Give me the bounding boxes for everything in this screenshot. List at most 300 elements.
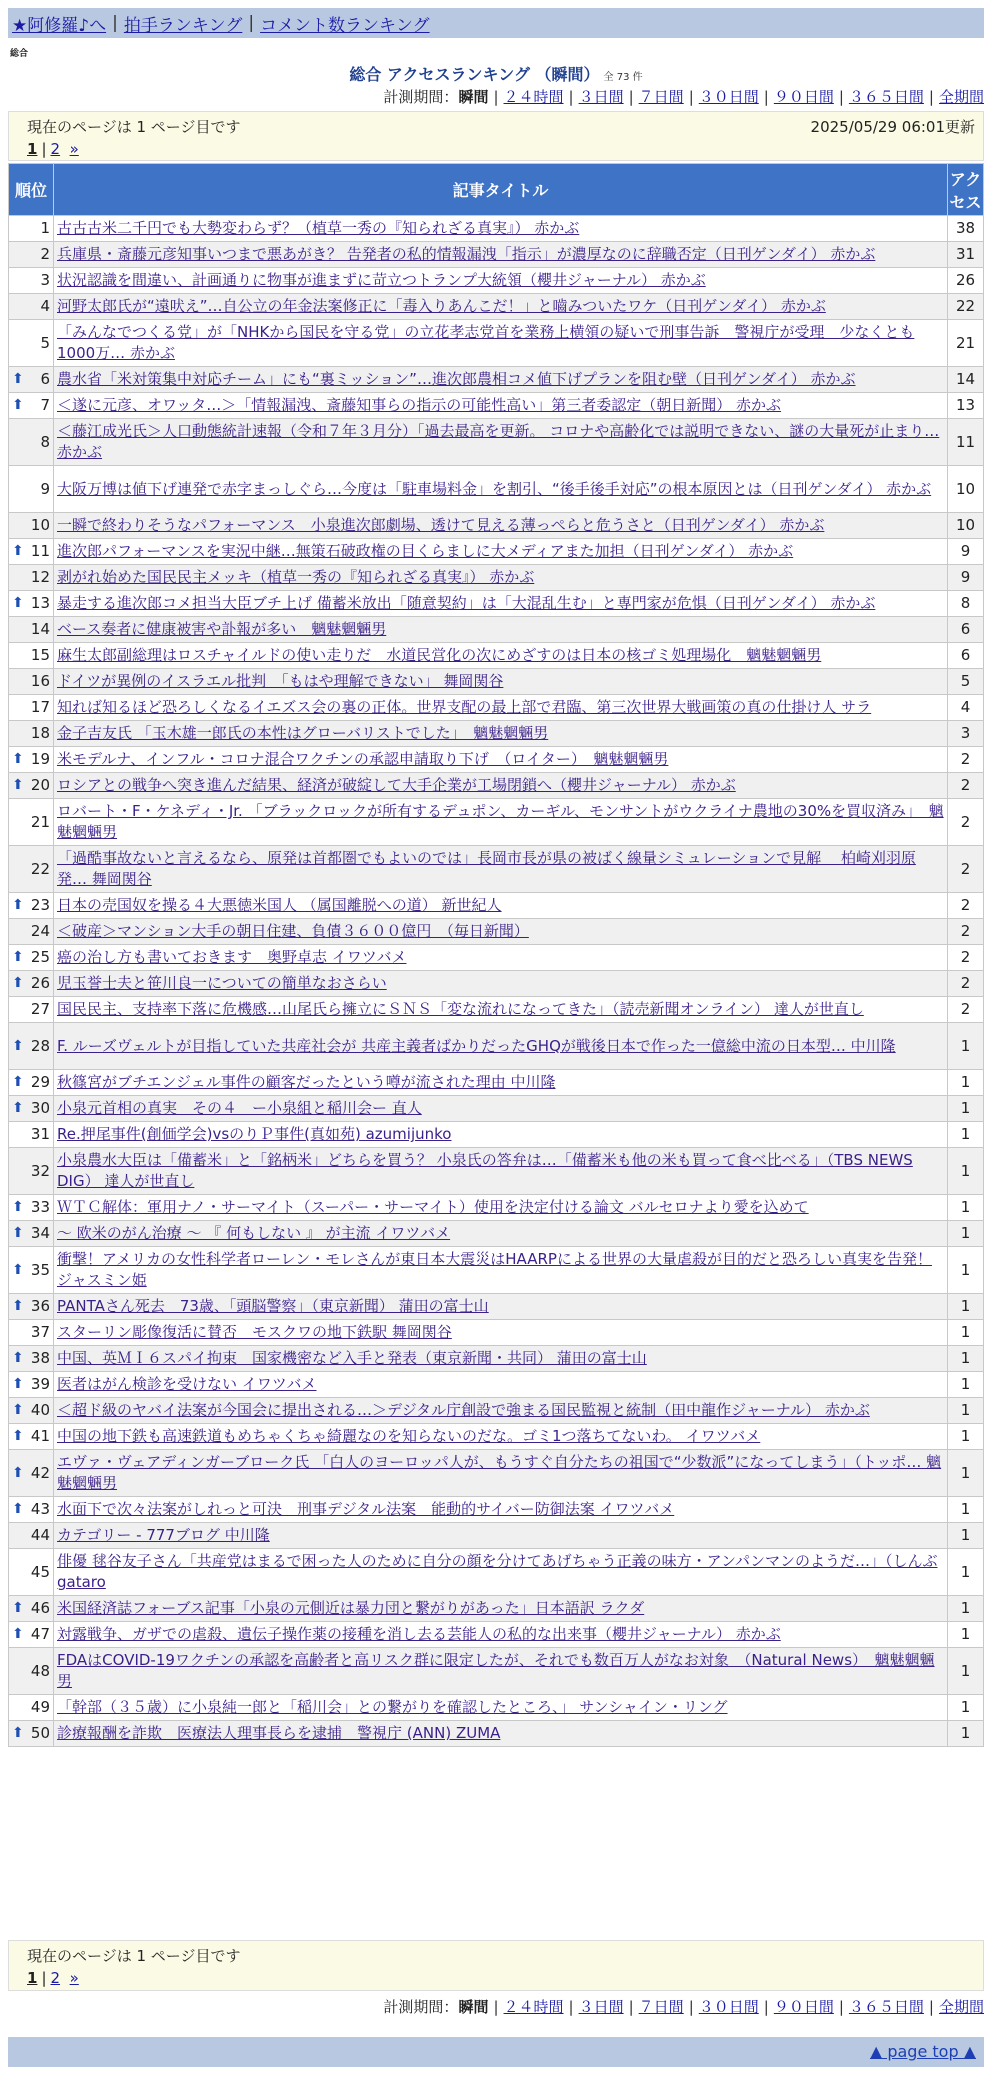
page-1-current: 1 bbox=[27, 140, 38, 158]
period-option-3[interactable]: ７日間 bbox=[638, 1998, 684, 2016]
page-title bbox=[0, 62, 992, 85]
comment-ranking-link[interactable]: コメント数ランキング bbox=[260, 15, 430, 36]
period-separator: | bbox=[568, 88, 574, 106]
table-row bbox=[9, 643, 983, 668]
period-option-6[interactable]: ３６５日間 bbox=[848, 1998, 924, 2016]
title-cell bbox=[54, 1023, 947, 1069]
rank-up-arrow-icon: ⬆ bbox=[12, 1428, 24, 1444]
access-count: 1 bbox=[948, 1221, 983, 1246]
access-count: 1 bbox=[948, 1695, 983, 1720]
article-link[interactable]: 衝撃！アメリカの女性科学者ローレン・モレさんが東日本大震災はHAARPによる世界の大量虐殺が目的だと恐ろしい真実を告発！ ジャスミン姫 bbox=[57, 1250, 932, 1289]
article-link[interactable]: 進次郎パフォーマンスを実況中継…無策石破政権の目くらましに大メディアまた加担（日刊ゲンダイ） 赤かぶ bbox=[57, 542, 794, 560]
rank-number: 50 bbox=[30, 1724, 50, 1742]
article-link[interactable]: 中国、英ＭＩ６スパイ拘束 国家機密など入手と発表（東京新聞・共同） 蒲田の富士山 bbox=[57, 1349, 647, 1367]
rank-cell bbox=[9, 1596, 53, 1621]
rank-number: 39 bbox=[30, 1375, 50, 1393]
rank-cell bbox=[9, 1294, 53, 1319]
access-count: 2 bbox=[948, 919, 983, 944]
rank-cell bbox=[9, 1424, 53, 1449]
table-row bbox=[9, 1148, 983, 1194]
rank-number: 15 bbox=[30, 646, 50, 664]
period-option-2[interactable]: ３日間 bbox=[578, 1998, 624, 2016]
category-label: 総合 bbox=[10, 49, 29, 59]
table-row bbox=[9, 1450, 983, 1496]
rank-number: 48 bbox=[30, 1661, 50, 1680]
access-count: 2 bbox=[948, 846, 983, 892]
rank-up-arrow-icon: ⬆ bbox=[12, 1074, 24, 1090]
access-count: 21 bbox=[948, 320, 983, 366]
access-count: 2 bbox=[948, 945, 983, 970]
access-count: 22 bbox=[948, 294, 983, 319]
article-link[interactable]: ＷＴＣ解体：軍用ナノ・サーマイト（スーパー・サーマイト）使用を決定付ける論文 バルセロナより愛を込めて bbox=[57, 1198, 809, 1216]
article-link[interactable]: エヴァ・ヴェアディンガーブローク氏 「白人のヨーロッパ人が、もうすぐ自分たちの祖国で“少数派”になってしまう」（トッポ… 魑魅魍魎男 bbox=[57, 1453, 942, 1492]
title-cell bbox=[54, 747, 947, 772]
period-option-1[interactable]: ２４時間 bbox=[503, 1998, 564, 2016]
period-option-6[interactable]: ３６５日間 bbox=[848, 88, 924, 106]
article-link[interactable]: 麻生太郎副総理はロスチャイルドの使い走りだ 水道民営化の次にめざすのは日本の核ゴミ処理場化 魑魅魍魎男 bbox=[57, 646, 822, 664]
rank-cell bbox=[9, 539, 53, 564]
period-separator: | bbox=[688, 1998, 694, 2016]
table-row bbox=[9, 1221, 983, 1246]
access-count: 4 bbox=[948, 695, 983, 720]
article-link[interactable]: 暴走する進次郎コメ担当大臣ブチ上げ 備蓄米放出「随意契約」は「大混乱生む」と専門家が危惧（日刊ゲンダイ） 赤かぶ bbox=[57, 594, 876, 612]
table-row bbox=[9, 216, 983, 241]
title-cell bbox=[54, 1070, 947, 1095]
rank-number: 33 bbox=[30, 1198, 50, 1216]
title-cell bbox=[54, 591, 947, 616]
rank-cell bbox=[9, 466, 53, 512]
article-link[interactable]: 「幹部（３５歳）に小泉純一郎と「稲川会」との繋がりを確認したところ、」 サンシャイン・リング bbox=[57, 1698, 728, 1716]
article-link[interactable]: 米国経済誌フォーブス記事「小泉の元側近は暴力団と繋がりがあった」日本語訳 ラクダ bbox=[57, 1599, 645, 1617]
rank-cell bbox=[9, 591, 53, 616]
rank-cell bbox=[9, 1398, 53, 1423]
rank-up-arrow-icon: ⬆ bbox=[12, 1037, 24, 1054]
table-row bbox=[9, 997, 983, 1022]
access-count: 1 bbox=[948, 1622, 983, 1647]
title-cell bbox=[54, 1195, 947, 1220]
access-count: 38 bbox=[948, 216, 983, 241]
rank-number: 47 bbox=[30, 1625, 50, 1643]
rank-number: 49 bbox=[30, 1698, 50, 1716]
table-row bbox=[9, 1695, 983, 1720]
rank-up-arrow-icon: ⬆ bbox=[12, 1225, 24, 1241]
access-count: 1 bbox=[948, 1148, 983, 1194]
period-option-4[interactable]: ３０日間 bbox=[698, 1998, 759, 2016]
rank-cell bbox=[9, 393, 53, 418]
title-cell bbox=[54, 1549, 947, 1595]
pagination-separator: | bbox=[41, 1969, 47, 1987]
article-link[interactable]: 水面下で次々法案がしれっと可決 刑事デジタル法案 能動的サイバー防御法案 イワツバメ bbox=[57, 1500, 675, 1518]
access-count: 13 bbox=[948, 393, 983, 418]
rank-up-arrow-icon: ⬆ bbox=[12, 543, 24, 559]
rank-cell bbox=[9, 565, 53, 590]
rank-number: 22 bbox=[30, 859, 50, 878]
rank-number: 31 bbox=[30, 1125, 50, 1143]
access-count: 1 bbox=[948, 1122, 983, 1147]
table-row bbox=[9, 945, 983, 970]
next-page-link[interactable]: » bbox=[69, 1969, 79, 1987]
period-option-2[interactable]: ３日間 bbox=[578, 88, 624, 106]
footer-bar bbox=[8, 2037, 984, 2067]
rank-number: 18 bbox=[30, 724, 50, 742]
title-cell bbox=[54, 669, 947, 694]
table-row bbox=[9, 1372, 983, 1397]
rank-up-arrow-icon: ⬆ bbox=[12, 1464, 24, 1481]
rank-up-arrow-icon: ⬆ bbox=[12, 397, 24, 413]
period-separator: | bbox=[493, 1998, 499, 2016]
table-row bbox=[9, 268, 983, 293]
title-cell bbox=[54, 1221, 947, 1246]
access-count: 1 bbox=[948, 1096, 983, 1121]
period-separator: | bbox=[628, 1998, 634, 2016]
ranking-table bbox=[8, 163, 984, 1747]
rank-up-arrow-icon: ⬆ bbox=[12, 1350, 24, 1366]
access-count: 1 bbox=[948, 1195, 983, 1220]
title-cell bbox=[54, 799, 947, 845]
rank-number: 5 bbox=[40, 333, 50, 352]
period-option-7[interactable]: 全期間 bbox=[938, 1998, 984, 2016]
table-row bbox=[9, 1023, 983, 1069]
table-row bbox=[9, 242, 983, 267]
article-link[interactable]: ベース奏者に健康被害や訃報が多い 魑魅魍魎男 bbox=[57, 620, 387, 638]
article-link[interactable]: 状況認識を間違い、計画通りに物事が進まずに苛立つトランプ大統領（櫻井ジャーナル） 赤かぶ bbox=[57, 271, 706, 289]
title-cell bbox=[54, 773, 947, 798]
rank-cell bbox=[9, 513, 53, 538]
ranking-rows bbox=[9, 216, 983, 1746]
top-nav-bar bbox=[8, 8, 984, 38]
title-cell bbox=[54, 1721, 947, 1746]
title-cell bbox=[54, 1320, 947, 1345]
page-info-bottom bbox=[8, 1940, 984, 1991]
rank-header: 順位 bbox=[9, 164, 53, 215]
rank-cell bbox=[9, 919, 53, 944]
rank-cell bbox=[9, 367, 53, 392]
period-option-0: 瞬間 bbox=[458, 88, 489, 106]
rank-number: 40 bbox=[30, 1401, 50, 1419]
period-separator: | bbox=[838, 88, 844, 106]
article-link[interactable]: カテゴリー - 777ブログ 中川隆 bbox=[57, 1526, 270, 1544]
period-separator: | bbox=[568, 1998, 574, 2016]
rank-number: 30 bbox=[30, 1099, 50, 1117]
table-row bbox=[9, 1424, 983, 1449]
period-option-1[interactable]: ２４時間 bbox=[503, 88, 564, 106]
article-link[interactable]: 米モデルナ、インフル・コロナ混合ワクチンの承認申請取り下げ （ロイター） 魑魅魍魎男 bbox=[57, 750, 669, 768]
rank-cell bbox=[9, 1346, 53, 1371]
access-count: 1 bbox=[948, 1648, 983, 1694]
rank-cell bbox=[9, 893, 53, 918]
current-page-text: 現在のページは 1 ページ目です bbox=[27, 117, 241, 136]
article-link[interactable]: スターリン彫像復活に賛否 モスクワの地下鉄駅 舞岡関谷 bbox=[57, 1323, 452, 1341]
table-row bbox=[9, 1398, 983, 1423]
article-link[interactable]: 河野太郎氏が“遠吠え”…自公立の年金法案修正に「毒入りあんこだ！」と嚙みついたワケ（日刊ゲンダイ） 赤かぶ bbox=[57, 297, 826, 315]
table-row bbox=[9, 1497, 983, 1522]
title-cell bbox=[54, 945, 947, 970]
article-link[interactable]: 中国の地下鉄も高速鉄道もめちゃくちゃ綺麗なのを知らないのだな。ゴミ1つ落ちてないわ。 イワツバメ bbox=[57, 1427, 761, 1445]
rank-number: 45 bbox=[30, 1562, 50, 1581]
title-cell bbox=[54, 721, 947, 746]
page-2-link[interactable]: 2 bbox=[50, 1969, 61, 1987]
period-option-5[interactable]: ９０日間 bbox=[773, 88, 834, 106]
rank-cell bbox=[9, 971, 53, 996]
table-row bbox=[9, 747, 983, 772]
access-count: 1 bbox=[948, 1247, 983, 1293]
rank-cell bbox=[9, 1372, 53, 1397]
access-count: 6 bbox=[948, 617, 983, 642]
table-row bbox=[9, 367, 983, 392]
rank-up-arrow-icon: ⬆ bbox=[12, 1501, 24, 1517]
rank-cell bbox=[9, 1648, 53, 1694]
access-count: 2 bbox=[948, 799, 983, 845]
article-link[interactable]: 農水省「米対策集中対応チーム」にも“裏ミッション”…進次郎農相コメ値下げプランを阻む壁（日刊ゲンダイ） 赤かぶ bbox=[57, 370, 856, 388]
article-link[interactable]: PANTAさん死去 73歳、「頭脳警察」（東京新聞） 蒲田の富士山 bbox=[57, 1297, 489, 1315]
rank-cell bbox=[9, 1622, 53, 1647]
access-count: 1 bbox=[948, 1424, 983, 1449]
access-count: 10 bbox=[948, 513, 983, 538]
table-row bbox=[9, 320, 983, 366]
rank-up-arrow-icon: ⬆ bbox=[12, 371, 24, 387]
rank-up-arrow-icon: ⬆ bbox=[12, 1298, 24, 1314]
access-count: 3 bbox=[948, 721, 983, 746]
page-top-link[interactable]: ▲ page top ▲ bbox=[869, 2042, 976, 2061]
rank-number: 37 bbox=[30, 1323, 50, 1341]
article-link[interactable]: ロシアとの戦争へ突き進んだ結果、経済が破綻して大手企業が工場閉鎖へ（櫻井ジャーナル） 赤かぶ bbox=[57, 776, 736, 794]
rank-number: 42 bbox=[30, 1463, 50, 1482]
page-info-top bbox=[8, 111, 984, 161]
rank-up-arrow-icon: ⬆ bbox=[12, 1261, 24, 1278]
nav-separator: | bbox=[112, 13, 118, 33]
access-count: 2 bbox=[948, 971, 983, 996]
article-link[interactable]: 国民民主、支持率下落に危機感…山尾氏ら擁立にＳＮＳ「変な流れになってきた」（読売新聞オンライン） 達人が世直し bbox=[57, 1000, 864, 1018]
access-count: 6 bbox=[948, 643, 983, 668]
rank-number: 2 bbox=[40, 245, 50, 263]
article-link[interactable]: 知れば知るほど恐ろしくなるイエズス会の裏の正体。世界支配の最上部で君臨、第三次世界大戦画策の真の仕掛け人 サラ bbox=[57, 698, 872, 716]
page-2-link[interactable]: 2 bbox=[50, 140, 61, 158]
table-row bbox=[9, 846, 983, 892]
period-option-7[interactable]: 全期間 bbox=[938, 88, 984, 106]
updated-timestamp: 2025/05/29 06:01更新 bbox=[810, 117, 975, 136]
title-cell bbox=[54, 1247, 947, 1293]
rank-up-arrow-icon: ⬆ bbox=[12, 1199, 24, 1215]
rank-number: 32 bbox=[30, 1161, 50, 1180]
access-count: 9 bbox=[948, 565, 983, 590]
rank-cell bbox=[9, 1221, 53, 1246]
rank-number: 7 bbox=[40, 396, 50, 414]
access-count: 2 bbox=[948, 773, 983, 798]
rank-cell bbox=[9, 216, 53, 241]
article-link[interactable]: 剥がれ始めた国民民主メッキ（植草一秀の『知られざる真実』） 赤かぶ bbox=[57, 568, 535, 586]
article-link[interactable]: 俳優 毬谷友子さん「共産党はまるで困った人のために自分の顔を分けてあげちゃう正義の味方・アンパンマンのようだ…」（しんぶ gataro bbox=[57, 1552, 938, 1591]
period-label: 計測期間： bbox=[383, 1998, 459, 2016]
rank-number: 44 bbox=[30, 1526, 50, 1544]
access-count: 1 bbox=[948, 1372, 983, 1397]
table-row bbox=[9, 1549, 983, 1595]
period-option-5[interactable]: ９０日間 bbox=[773, 1998, 834, 2016]
access-count: 1 bbox=[948, 1398, 983, 1423]
access-count: 1 bbox=[948, 1596, 983, 1621]
ranking-title: 総合 アクセスランキング （瞬間） bbox=[349, 65, 600, 84]
rank-cell bbox=[9, 1523, 53, 1548]
article-link[interactable]: F. ルーズヴェルトが目指していた共産社会が 共産主義者ばかりだったGHQが戦後日本で作った一億総中流の日本型… 中川隆 bbox=[57, 1036, 896, 1055]
rank-cell bbox=[9, 320, 53, 366]
table-row bbox=[9, 669, 983, 694]
rank-number: 38 bbox=[30, 1349, 50, 1367]
article-link[interactable]: 「みんなでつくる党」が「NHKから国民を守る党」の立花孝志党首を業務上横領の疑いで刑事告訴 警視庁が受理 少なくとも1000万… 赤かぶ bbox=[57, 323, 915, 362]
rank-cell bbox=[9, 1096, 53, 1121]
title-cell bbox=[54, 1346, 947, 1371]
title-cell bbox=[54, 919, 947, 944]
next-page-link[interactable]: » bbox=[69, 140, 79, 158]
access-count: 9 bbox=[948, 539, 983, 564]
rank-cell bbox=[9, 695, 53, 720]
article-link[interactable]: 小泉元首相の真実 その４ ー小泉組と稲川会ー 直人 bbox=[57, 1099, 422, 1117]
article-link[interactable]: ロバート・F・ケネディ・Jr. 「ブラックロックが所有するデュポン、カーギル、モンサントがウクライナ農地の30%を買収済み」 魑魅魍魎男 bbox=[57, 802, 944, 841]
current-page-text: 現在のページは 1 ページ目です bbox=[27, 1946, 241, 1965]
title-cell bbox=[54, 1622, 947, 1647]
article-link[interactable]: 兵庫県・斎藤元彦知事いつまで悪あがき？ 告発者の私的情報漏洩「指示」が濃厚なのに辞職否定（日刊ゲンダイ） 赤かぶ bbox=[57, 245, 876, 263]
rank-number: 23 bbox=[30, 896, 50, 914]
article-link[interactable]: ＜藤江成光氏＞人口動態統計速報（令和７年３月分）「過去最高を更新。 コロナや高齢化では説明できない、謎の大量死が止まり… 赤かぶ bbox=[57, 422, 940, 461]
table-row bbox=[9, 539, 983, 564]
article-link[interactable]: 癌の治し方も書いておきます 奥野卓志 イワツバメ bbox=[57, 948, 407, 966]
access-count: 1 bbox=[948, 1450, 983, 1496]
rank-cell bbox=[9, 1695, 53, 1720]
table-row bbox=[9, 1721, 983, 1746]
article-link[interactable]: ＜破産＞マンション大手の朝日住建、負債３６００億円 （毎日新聞） bbox=[57, 922, 529, 940]
table-row bbox=[9, 1096, 983, 1121]
rank-cell bbox=[9, 1122, 53, 1147]
period-selector-bottom bbox=[383, 1996, 984, 2017]
article-link[interactable]: 診療報酬を詐欺 医療法人理事長らを逮捕 警視庁 (ANN) ZUMA bbox=[57, 1724, 501, 1742]
table-row bbox=[9, 919, 983, 944]
table-row bbox=[9, 617, 983, 642]
article-link[interactable]: 医者はがん検診を受けない イワツバメ bbox=[57, 1375, 317, 1393]
period-label: 計測期間： bbox=[383, 88, 459, 106]
period-option-0: 瞬間 bbox=[458, 1998, 489, 2016]
title-cell bbox=[54, 1596, 947, 1621]
table-row bbox=[9, 565, 983, 590]
rank-number: 36 bbox=[30, 1297, 50, 1315]
rank-cell bbox=[9, 1549, 53, 1595]
rank-number: 11 bbox=[30, 542, 50, 560]
rank-number: 16 bbox=[30, 672, 50, 690]
pagination bbox=[27, 1967, 975, 1989]
table-row bbox=[9, 1294, 983, 1319]
rank-cell bbox=[9, 1450, 53, 1496]
article-link[interactable]: 児玉誉士夫と笹川良一についての簡単なおさらい bbox=[57, 974, 387, 992]
article-link[interactable]: 古古古米二千円でも大勢変わらず？（植草一秀の『知られざる真実』） 赤かぶ bbox=[57, 219, 580, 237]
table-row bbox=[9, 1195, 983, 1220]
article-link[interactable]: ドイツが異例のイスラエル批判 「もはや理解できない」 舞岡関谷 bbox=[57, 672, 504, 690]
access-count: 1 bbox=[948, 1070, 983, 1095]
table-row bbox=[9, 695, 983, 720]
access-count: 1 bbox=[948, 1549, 983, 1595]
access-count: 26 bbox=[948, 268, 983, 293]
title-cell bbox=[54, 367, 947, 392]
article-link[interactable]: 日本の売国奴を操る４大悪徳米国人 （属国離脱への道） 新世紀人 bbox=[57, 896, 502, 914]
clap-ranking-link[interactable]: 拍手ランキング bbox=[123, 15, 243, 36]
table-row bbox=[9, 1523, 983, 1548]
rank-number: 43 bbox=[30, 1500, 50, 1518]
rank-cell bbox=[9, 997, 53, 1022]
rank-number: 35 bbox=[30, 1260, 50, 1279]
site-home-link[interactable]: ★阿修羅♪へ bbox=[12, 15, 107, 36]
article-link[interactable]: 大阪万博は値下げ連発で赤字まっしぐら…今度は「駐車場料金」を割引、“後手後手対応”の根本原因とは（日刊ゲンダイ） 赤かぶ bbox=[57, 479, 932, 498]
period-option-3[interactable]: ７日間 bbox=[638, 88, 684, 106]
rank-up-arrow-icon: ⬆ bbox=[12, 975, 24, 991]
table-row bbox=[9, 799, 983, 845]
article-link[interactable]: FDAはCOVID-19ワクチンの承認を高齢者と高リスク群に限定したが、それでも数百万人がなお対象 （Natural News） 魑魅魍魎男 bbox=[57, 1651, 935, 1690]
title-cell bbox=[54, 643, 947, 668]
rank-up-arrow-icon: ⬆ bbox=[12, 751, 24, 767]
rank-up-arrow-icon: ⬆ bbox=[12, 897, 24, 913]
table-row bbox=[9, 1346, 983, 1371]
rank-number: 34 bbox=[30, 1224, 50, 1242]
table-row bbox=[9, 1320, 983, 1345]
table-row bbox=[9, 1247, 983, 1293]
rank-number: 9 bbox=[40, 479, 50, 498]
rank-cell bbox=[9, 1497, 53, 1522]
table-row bbox=[9, 1070, 983, 1095]
period-separator: | bbox=[763, 1998, 769, 2016]
rank-number: 24 bbox=[30, 922, 50, 940]
table-row bbox=[9, 591, 983, 616]
rank-number: 12 bbox=[30, 568, 50, 586]
article-link[interactable]: ＜遂に元彦、オワッタ…＞「情報漏洩、斎藤知事らの指示の可能性高い」第三者委認定（朝日新聞） 赤かぶ bbox=[57, 396, 782, 414]
table-row bbox=[9, 294, 983, 319]
rank-number: 4 bbox=[40, 297, 50, 315]
rank-number: 1 bbox=[40, 219, 50, 237]
rank-cell bbox=[9, 669, 53, 694]
article-link[interactable]: 小泉農水大臣は「備蓄米」と「銘柄米」どちらを買う？ 小泉氏の答弁は…「備蓄米も他の米も買って食べ比べる」（TBS NEWS DIG） 達人が世直し bbox=[57, 1151, 913, 1190]
article-link[interactable]: 「過酷事故ないと言えるなら、原発は首都圏でもよいのでは」長岡市長が県の被ばく線量シミュレーションで見解 柏崎刈羽原発… 舞岡関谷 bbox=[57, 849, 916, 888]
article-link[interactable]: ～ 欧米のがん治療 ～ 『 何もしない 』 が主流 イワツバメ bbox=[57, 1224, 451, 1242]
title-cell bbox=[54, 971, 947, 996]
period-separator: | bbox=[928, 1998, 934, 2016]
rank-cell bbox=[9, 1070, 53, 1095]
title-cell bbox=[54, 242, 947, 267]
article-link[interactable]: 一瞬で終わりそうなパフォーマンス 小泉進次郎劇場、透けて見える薄っぺらと危うさと（日刊ゲンダイ） 赤かぶ bbox=[57, 516, 825, 534]
title-cell bbox=[54, 216, 947, 241]
title-cell bbox=[54, 1523, 947, 1548]
rank-number: 29 bbox=[30, 1073, 50, 1091]
article-link[interactable]: 対露戦争、ガザでの虐殺、遺伝子操作薬の接種を消し去る芸能人の私的な出来事（櫻井ジャーナル） 赤かぶ bbox=[57, 1625, 781, 1643]
rank-up-arrow-icon: ⬆ bbox=[12, 1100, 24, 1116]
rank-number: 19 bbox=[30, 750, 50, 768]
table-row bbox=[9, 513, 983, 538]
rank-up-arrow-icon: ⬆ bbox=[12, 1402, 24, 1418]
title-cell bbox=[54, 1695, 947, 1720]
title-cell bbox=[54, 1424, 947, 1449]
rank-cell bbox=[9, 773, 53, 798]
rank-cell bbox=[9, 643, 53, 668]
article-link[interactable]: ＜超ド級のヤバイ法案が今国会に提出される…＞デジタル庁創設で強まる国民監視と統制（田中龍作ジャーナル） 赤かぶ bbox=[57, 1401, 870, 1419]
rank-number: 26 bbox=[30, 974, 50, 992]
article-link[interactable]: 秋篠宮がブチエンジェル事件の顧客だったという噂が流された理由 中川隆 bbox=[57, 1073, 556, 1091]
access-count: 10 bbox=[948, 466, 983, 512]
table-row bbox=[9, 466, 983, 512]
article-link[interactable]: 金子吉友氏 「玉木雄一郎氏の本性はグローバリストでした」 魑魅魍魎男 bbox=[57, 724, 549, 742]
table-row bbox=[9, 393, 983, 418]
period-option-4[interactable]: ３０日間 bbox=[698, 88, 759, 106]
access-count: 1 bbox=[948, 1346, 983, 1371]
article-link[interactable]: Re.押尾事件(創価学会)vsのりＰ事件(真如苑) azumijunko bbox=[57, 1125, 452, 1143]
nav-separator: | bbox=[248, 13, 255, 33]
title-cell bbox=[54, 268, 947, 293]
title-cell bbox=[54, 1372, 947, 1397]
pagination-separator: | bbox=[41, 140, 47, 158]
table-row bbox=[9, 971, 983, 996]
table-row bbox=[9, 1622, 983, 1647]
